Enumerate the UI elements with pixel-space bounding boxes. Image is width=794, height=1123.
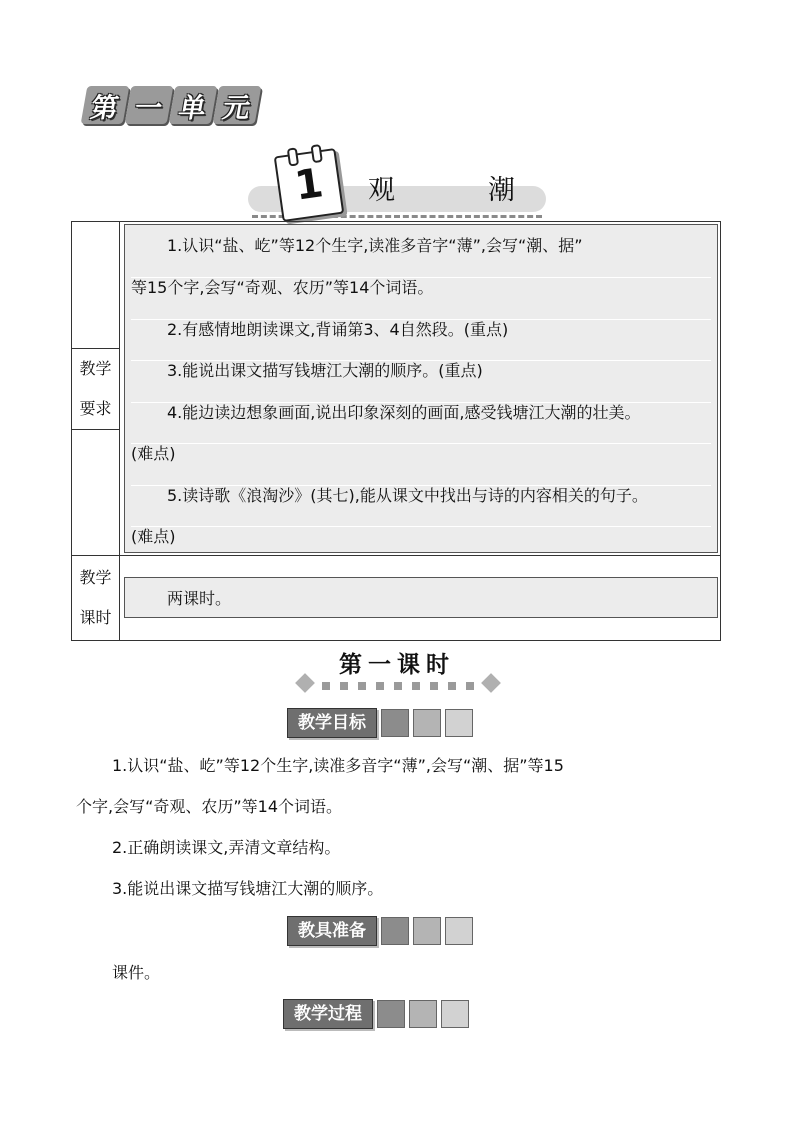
lesson-number: 1: [292, 160, 326, 210]
period-label: [72, 558, 119, 638]
requirements-box: [124, 224, 718, 553]
label-line: 教学: [79, 359, 112, 378]
tag-block-icon: [409, 1000, 437, 1028]
label-frame: [72, 348, 119, 430]
requirement-line: 3.能说出课文描写钱塘江大潮的顺序。(重点): [131, 360, 711, 381]
square-icon: [466, 682, 474, 690]
materials-tag-label: 教具准备: [287, 916, 377, 946]
unit-char: 第: [81, 86, 130, 124]
tag-block-icon: [381, 709, 409, 737]
calendar-icon: [274, 148, 345, 222]
unit-banner: [84, 86, 258, 124]
materials-tag: [287, 916, 473, 946]
square-icon: [322, 682, 330, 690]
requirement-line: 2.有感情地朗读课文,背诵第3、4自然段。(重点): [131, 319, 711, 340]
requirements-label: [72, 348, 119, 430]
period-decoration: [294, 676, 500, 694]
requirement-line: 等15个字,会写“奇观、农历”等14个词语。: [131, 277, 711, 298]
unit-char: 单: [169, 86, 218, 124]
label-line: 教学: [79, 568, 112, 587]
table-divider: [72, 555, 720, 556]
square-icon: [430, 682, 438, 690]
square-icon: [394, 682, 402, 690]
requirement-line: (难点): [131, 443, 711, 464]
diamond-icon: [295, 673, 315, 693]
materials-text: 课件。: [112, 963, 161, 982]
requirement-line: 1.认识“盐、屹”等12个生字,读准多音字“薄”,会写“潮、据”: [167, 236, 583, 255]
goal-line: 1.认识“盐、屹”等12个生字,读准多音字“薄”,会写“潮、据”等15: [112, 756, 564, 775]
square-icon: [340, 682, 348, 690]
goal-line: 2.正确朗读课文,弄清文章结构。: [112, 838, 341, 857]
requirement-line: 4.能边读边想象画面,说出印象深刻的画面,感受钱塘江大潮的壮美。: [131, 402, 711, 423]
label-line: 要求: [79, 399, 112, 418]
square-icon: [448, 682, 456, 690]
tag-block-icon: [413, 709, 441, 737]
unit-char: 一: [125, 86, 174, 124]
lesson-title-char: 潮: [488, 175, 515, 206]
tag-block-icon: [413, 917, 441, 945]
tag-block-icon: [445, 917, 473, 945]
process-tag-label: 教学过程: [283, 999, 373, 1029]
tag-block-icon: [381, 917, 409, 945]
period-heading: 第一课时: [339, 652, 455, 678]
requirement-line: (难点): [131, 526, 711, 547]
goals-tag-label: 教学目标: [287, 708, 377, 738]
lesson-title-char: 观: [368, 175, 395, 206]
label-line: 课时: [79, 608, 112, 627]
requirements-table: [71, 221, 721, 641]
lesson-header: [248, 146, 548, 220]
square-icon: [358, 682, 366, 690]
tag-block-icon: [445, 709, 473, 737]
goal-line: 3.能说出课文描写钱塘江大潮的顺序。: [112, 879, 384, 898]
period-value: 两课时。: [124, 577, 718, 618]
square-icon: [412, 682, 420, 690]
tag-block-icon: [441, 1000, 469, 1028]
tag-block-icon: [377, 1000, 405, 1028]
unit-char: 元: [213, 86, 262, 124]
goals-tag: [287, 708, 473, 738]
goal-line: 个字,会写“奇观、农历”等14个词语。: [76, 797, 343, 816]
table-divider: [119, 222, 120, 640]
square-icon: [376, 682, 384, 690]
process-tag: [283, 999, 469, 1029]
diamond-icon: [481, 673, 501, 693]
requirement-line: 5.读诗歌《浪淘沙》(其七),能从课文中找出与诗的内容相关的句子。: [131, 485, 711, 506]
